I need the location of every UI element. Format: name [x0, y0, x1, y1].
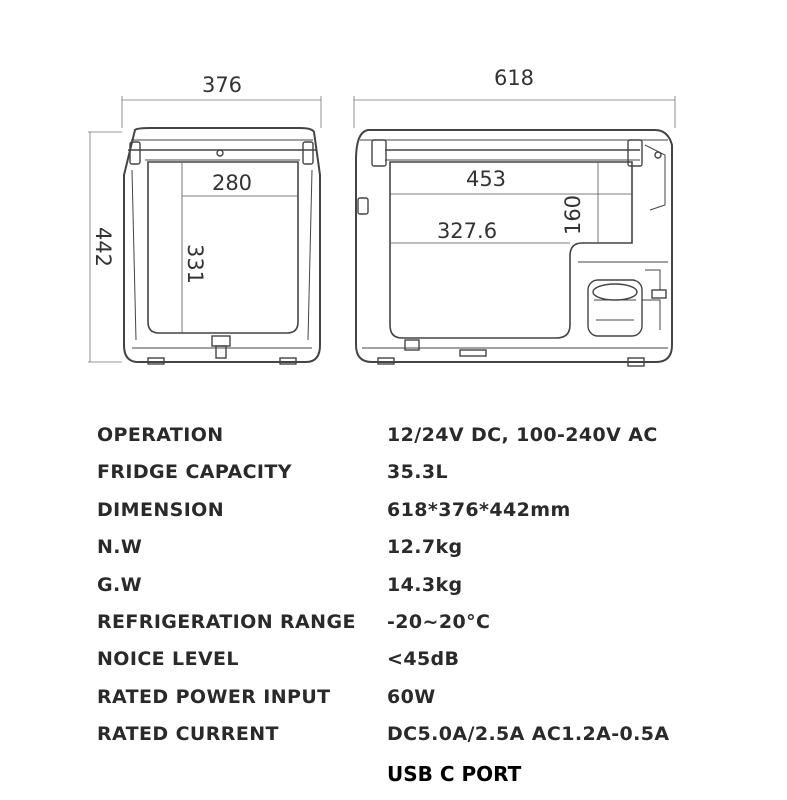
spec-label: DIMENSION [97, 498, 225, 521]
front-bottom-inner-label: 327.6 [436, 219, 498, 243]
spec-row [97, 424, 737, 461]
side-inner-width-label: 280 [211, 171, 253, 195]
spec-value: -20~20°C [387, 610, 491, 633]
spec-label: G.W [97, 573, 142, 596]
spec-label: RATED CURRENT [97, 723, 279, 746]
side-width-label: 376 [201, 73, 243, 97]
spec-row [97, 499, 737, 536]
spec-row [97, 536, 737, 573]
spec-row [97, 648, 737, 685]
spec-row [97, 461, 737, 498]
spec-value: <45dB [387, 648, 460, 671]
spec-value: 35.3L [387, 461, 448, 484]
spec-label: REFRIGERATION RANGE [97, 610, 356, 633]
spec-value: 14.3kg [387, 573, 463, 596]
spec-value: DC5.0A/2.5A AC1.2A-0.5A [387, 723, 670, 746]
spec-row [97, 686, 737, 723]
spec-label: FRIDGE CAPACITY [97, 461, 292, 484]
front-width-label: 618 [493, 66, 535, 90]
spec-value: 12/24V DC, 100-240V AC [387, 424, 658, 446]
spec-value: 618*376*442mm [387, 498, 571, 521]
usb-c-port-note: USB C PORT [387, 762, 522, 786]
height-label: 442 [91, 226, 115, 268]
spec-row [97, 723, 737, 760]
spec-label: OPERATION [97, 424, 224, 446]
spec-row [97, 611, 737, 648]
spec-label: N.W [97, 536, 143, 559]
spec-label: RATED POWER INPUT [97, 685, 331, 708]
spec-table [97, 424, 737, 761]
side-view [88, 96, 321, 364]
front-step-height-label: 160 [561, 194, 585, 236]
front-top-inner-label: 453 [465, 167, 507, 191]
spec-row [97, 574, 737, 611]
spec-value: 60W [387, 685, 436, 708]
spec-label: NOICE LEVEL [97, 648, 239, 671]
spec-value: 12.7kg [387, 536, 463, 559]
side-inner-height-label: 331 [183, 243, 207, 285]
front-view [354, 96, 675, 366]
